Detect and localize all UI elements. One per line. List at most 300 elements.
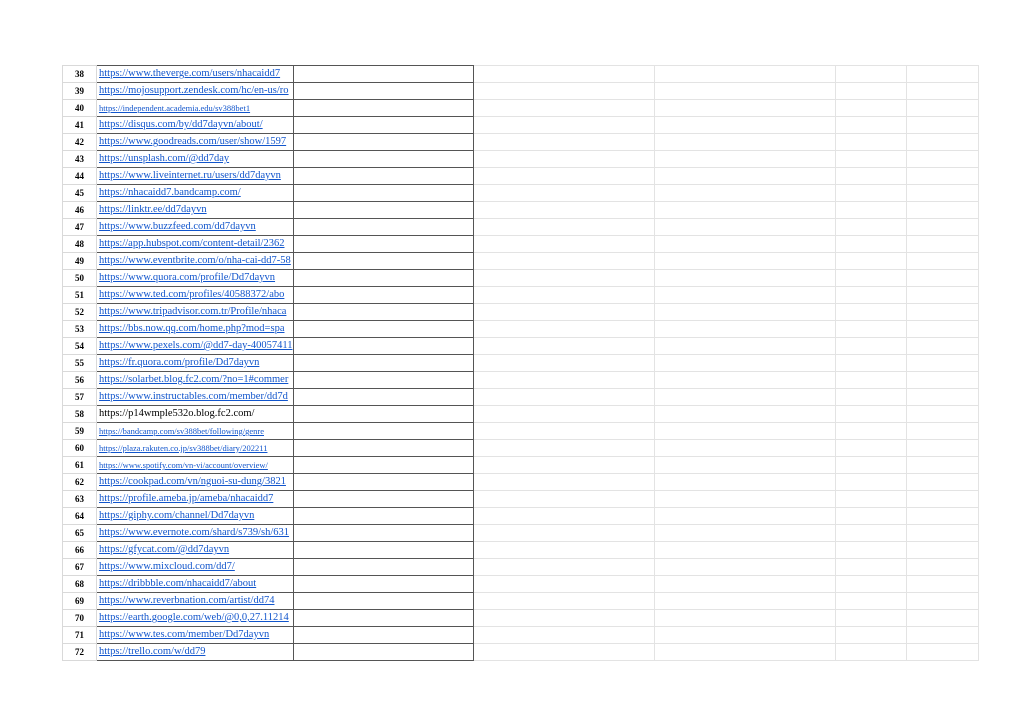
empty-cell[interactable] [906, 474, 978, 491]
table-row [63, 542, 979, 559]
row-number: 63 [63, 491, 97, 508]
url-link[interactable]: https://cookpad.com/vn/nguoi-su-dung/3821 [99, 476, 286, 487]
empty-cell[interactable] [654, 457, 835, 474]
row-number: 52 [63, 304, 97, 321]
url-link[interactable]: https://bbs.now.qq.com/home.php?mod=spa [99, 323, 285, 334]
empty-cell[interactable] [835, 406, 906, 423]
empty-cell[interactable] [906, 117, 978, 134]
table-row [63, 593, 979, 610]
empty-cell[interactable] [835, 372, 906, 389]
empty-cell[interactable] [906, 491, 978, 508]
url-link[interactable]: https://disqus.com/by/dd7dayvn/about/ [99, 119, 263, 130]
url-cell[interactable] [97, 83, 294, 100]
empty-cell[interactable] [473, 219, 654, 236]
empty-cell[interactable] [835, 457, 906, 474]
url-link[interactable]: https://www.evernote.com/shard/s739/sh/631 [99, 527, 290, 538]
empty-cell[interactable] [654, 423, 835, 440]
empty-cell[interactable] [293, 559, 473, 576]
url-cell[interactable] [97, 508, 294, 525]
empty-cell[interactable] [906, 440, 978, 457]
empty-cell[interactable] [906, 168, 978, 185]
empty-cell[interactable] [293, 644, 473, 661]
table-row [63, 525, 979, 542]
empty-cell[interactable] [654, 440, 835, 457]
url-link[interactable]: https://www.ted.com/profiles/40588372/abo [99, 289, 285, 300]
empty-cell[interactable] [906, 287, 978, 304]
row-number: 48 [63, 236, 97, 253]
url-link[interactable]: https://www.reverbnation.com/artist/dd74 [99, 595, 275, 606]
url-link[interactable]: https://nhacaidd7.bandcamp.com/ [99, 187, 241, 198]
empty-cell[interactable] [473, 525, 654, 542]
empty-cell[interactable] [293, 134, 473, 151]
empty-cell[interactable] [906, 406, 978, 423]
empty-cell[interactable] [906, 576, 978, 593]
empty-cell[interactable] [906, 644, 978, 661]
table-row [63, 270, 979, 287]
row-number: 65 [63, 525, 97, 542]
table-row [63, 576, 979, 593]
row-number: 57 [63, 389, 97, 406]
empty-cell[interactable] [293, 100, 473, 117]
empty-cell[interactable] [473, 338, 654, 355]
empty-cell[interactable] [473, 134, 654, 151]
empty-cell[interactable] [906, 338, 978, 355]
empty-cell[interactable] [293, 338, 473, 355]
row-number: 50 [63, 270, 97, 287]
url-link[interactable]: https://mojosupport.zendesk.com/hc/en-us/ro [99, 85, 289, 96]
row-number: 38 [63, 66, 97, 83]
empty-cell[interactable] [293, 321, 473, 338]
empty-cell[interactable] [835, 219, 906, 236]
empty-cell[interactable] [835, 525, 906, 542]
empty-cell[interactable] [835, 151, 906, 168]
empty-cell[interactable] [906, 525, 978, 542]
table-row [63, 389, 979, 406]
url-link[interactable]: https://profile.ameba.jp/ameba/nhacaidd7 [99, 493, 274, 504]
empty-cell[interactable] [654, 389, 835, 406]
url-cell[interactable] [97, 474, 294, 491]
empty-cell[interactable] [906, 83, 978, 100]
empty-cell[interactable] [293, 610, 473, 627]
empty-cell[interactable] [654, 525, 835, 542]
table-row [63, 440, 979, 457]
empty-cell[interactable] [293, 491, 473, 508]
empty-cell[interactable] [654, 83, 835, 100]
row-number: 54 [63, 338, 97, 355]
url-link[interactable]: https://www.liveinternet.ru/users/dd7dayvn [99, 170, 281, 181]
empty-cell[interactable] [654, 542, 835, 559]
empty-cell[interactable] [293, 474, 473, 491]
empty-cell[interactable] [654, 576, 835, 593]
empty-cell[interactable] [293, 372, 473, 389]
empty-cell[interactable] [654, 202, 835, 219]
empty-cell[interactable] [654, 559, 835, 576]
url-link[interactable]: https://unsplash.com/@dd7day [99, 153, 230, 164]
empty-cell[interactable] [293, 83, 473, 100]
table-row [63, 219, 979, 236]
empty-cell[interactable] [654, 508, 835, 525]
url-cell[interactable] [97, 219, 294, 236]
empty-cell[interactable] [906, 389, 978, 406]
row-number: 70 [63, 610, 97, 627]
table-row [63, 321, 979, 338]
empty-cell[interactable] [293, 151, 473, 168]
url-cell[interactable] [97, 236, 294, 253]
row-number: 49 [63, 253, 97, 270]
empty-cell[interactable] [654, 270, 835, 287]
url-cell[interactable] [97, 134, 294, 151]
empty-cell[interactable] [654, 372, 835, 389]
empty-cell[interactable] [293, 270, 473, 287]
table-row [63, 236, 979, 253]
empty-cell[interactable] [473, 559, 654, 576]
url-cell[interactable] [97, 100, 294, 117]
row-number: 39 [63, 83, 97, 100]
url-cell[interactable] [97, 627, 294, 644]
empty-cell[interactable] [293, 423, 473, 440]
row-number: 44 [63, 168, 97, 185]
table-row [63, 491, 979, 508]
empty-cell[interactable] [293, 236, 473, 253]
table-row [63, 457, 979, 474]
url-link[interactable]: https://www.mixcloud.com/dd7/ [99, 561, 235, 572]
empty-cell[interactable] [473, 270, 654, 287]
empty-cell[interactable] [835, 627, 906, 644]
row-number: 58 [63, 406, 97, 423]
empty-cell[interactable] [906, 236, 978, 253]
empty-cell[interactable] [835, 355, 906, 372]
url-link[interactable]: https://trello.com/w/dd79 [99, 646, 206, 657]
url-link[interactable]: https://solarbet.blog.fc2.com/?no=1#commer [99, 374, 289, 385]
url-link[interactable]: https://www.spotify.com/vn-vi/account/overview/ [99, 460, 268, 470]
url-cell[interactable] [97, 491, 294, 508]
url-link[interactable]: https://www.pexels.com/@dd7-day-40057411 [99, 340, 293, 351]
url-link[interactable]: https://p14wmple532o.blog.fc2.com/ [99, 408, 255, 419]
empty-cell[interactable] [654, 168, 835, 185]
url-link[interactable]: https://www.theverge.com/users/nhacaidd7 [99, 68, 281, 79]
empty-cell[interactable] [293, 287, 473, 304]
empty-cell[interactable] [906, 372, 978, 389]
empty-cell[interactable] [473, 66, 654, 83]
row-number: 51 [63, 287, 97, 304]
empty-cell[interactable] [473, 355, 654, 372]
empty-cell[interactable] [906, 321, 978, 338]
empty-cell[interactable] [835, 83, 906, 100]
empty-cell[interactable] [906, 304, 978, 321]
table-row [63, 559, 979, 576]
empty-cell[interactable] [835, 202, 906, 219]
empty-cell[interactable] [906, 66, 978, 83]
url-cell[interactable] [97, 185, 294, 202]
empty-cell[interactable] [835, 185, 906, 202]
empty-cell[interactable] [473, 389, 654, 406]
url-link[interactable]: https://bandcamp.com/sv388bet/following/genre [99, 426, 265, 436]
empty-cell[interactable] [906, 610, 978, 627]
empty-cell[interactable] [654, 287, 835, 304]
empty-cell[interactable] [906, 355, 978, 372]
empty-cell[interactable] [835, 576, 906, 593]
url-cell[interactable] [97, 168, 294, 185]
empty-cell[interactable] [835, 134, 906, 151]
empty-cell[interactable] [473, 304, 654, 321]
empty-cell[interactable] [835, 610, 906, 627]
empty-cell[interactable] [835, 304, 906, 321]
table-row [63, 151, 979, 168]
empty-cell[interactable] [293, 525, 473, 542]
url-link[interactable]: https://plaza.rakuten.co.jp/sv388bet/diary/202211 [99, 443, 268, 453]
empty-cell[interactable] [906, 151, 978, 168]
empty-cell[interactable] [473, 236, 654, 253]
url-cell[interactable] [97, 644, 294, 661]
empty-cell[interactable] [835, 270, 906, 287]
empty-cell[interactable] [473, 474, 654, 491]
empty-cell[interactable] [835, 338, 906, 355]
empty-cell[interactable] [906, 423, 978, 440]
empty-cell[interactable] [473, 202, 654, 219]
empty-cell[interactable] [293, 185, 473, 202]
url-cell[interactable] [97, 287, 294, 304]
empty-cell[interactable] [835, 542, 906, 559]
url-cell[interactable] [97, 202, 294, 219]
empty-cell[interactable] [654, 253, 835, 270]
empty-cell[interactable] [654, 151, 835, 168]
url-cell[interactable] [97, 253, 294, 270]
empty-cell[interactable] [293, 593, 473, 610]
url-cell[interactable] [97, 542, 294, 559]
empty-cell[interactable] [906, 100, 978, 117]
empty-cell[interactable] [835, 100, 906, 117]
row-number: 71 [63, 627, 97, 644]
empty-cell[interactable] [835, 66, 906, 83]
empty-cell[interactable] [906, 457, 978, 474]
empty-cell[interactable] [835, 168, 906, 185]
url-link[interactable]: https://www.eventbrite.com/o/nha-cai-dd7-58 [99, 255, 291, 266]
empty-cell[interactable] [473, 151, 654, 168]
empty-cell[interactable] [473, 440, 654, 457]
empty-cell[interactable] [654, 117, 835, 134]
url-link[interactable]: https://gfycat.com/@dd7dayvn [99, 544, 230, 555]
table-row [63, 474, 979, 491]
url-link[interactable]: https://app.hubspot.com/content-detail/2362 [99, 238, 285, 249]
empty-cell[interactable] [654, 644, 835, 661]
empty-cell[interactable] [654, 610, 835, 627]
table-row [63, 508, 979, 525]
url-cell[interactable] [97, 304, 294, 321]
empty-cell[interactable] [906, 219, 978, 236]
empty-cell[interactable] [473, 423, 654, 440]
url-cell[interactable] [97, 576, 294, 593]
empty-cell[interactable] [654, 134, 835, 151]
empty-cell[interactable] [473, 168, 654, 185]
url-link[interactable]: https://fr.quora.com/profile/Dd7dayvn [99, 357, 260, 368]
url-cell[interactable] [97, 117, 294, 134]
empty-cell[interactable] [835, 491, 906, 508]
table-row [63, 168, 979, 185]
url-cell[interactable] [97, 270, 294, 287]
empty-cell[interactable] [654, 219, 835, 236]
empty-cell[interactable] [473, 457, 654, 474]
empty-cell[interactable] [906, 627, 978, 644]
table-row [63, 372, 979, 389]
empty-cell[interactable] [293, 117, 473, 134]
empty-cell[interactable] [293, 202, 473, 219]
empty-cell[interactable] [473, 253, 654, 270]
row-number: 46 [63, 202, 97, 219]
empty-cell[interactable] [906, 185, 978, 202]
empty-cell[interactable] [473, 610, 654, 627]
table-row [63, 202, 979, 219]
empty-cell[interactable] [293, 355, 473, 372]
empty-cell[interactable] [654, 406, 835, 423]
table-row [63, 644, 979, 661]
url-link[interactable]: https://www.instructables.com/member/dd7d [99, 391, 288, 402]
empty-cell[interactable] [293, 627, 473, 644]
empty-cell[interactable] [654, 304, 835, 321]
url-cell[interactable] [97, 457, 294, 474]
row-number: 43 [63, 151, 97, 168]
empty-cell[interactable] [906, 253, 978, 270]
url-link[interactable]: https://www.buzzfeed.com/dd7dayvn [99, 221, 256, 232]
row-number: 68 [63, 576, 97, 593]
empty-cell[interactable] [473, 491, 654, 508]
empty-cell[interactable] [473, 100, 654, 117]
url-cell[interactable] [97, 372, 294, 389]
empty-cell[interactable] [654, 66, 835, 83]
empty-cell[interactable] [473, 321, 654, 338]
url-cell[interactable] [97, 423, 294, 440]
url-link[interactable]: https://dribbble.com/nhacaidd7/about [99, 578, 257, 589]
empty-cell[interactable] [906, 542, 978, 559]
table-row [63, 406, 979, 423]
empty-cell[interactable] [293, 304, 473, 321]
empty-cell[interactable] [835, 389, 906, 406]
empty-cell[interactable] [293, 508, 473, 525]
empty-cell[interactable] [473, 593, 654, 610]
empty-cell[interactable] [473, 508, 654, 525]
empty-cell[interactable] [835, 423, 906, 440]
empty-cell[interactable] [473, 406, 654, 423]
empty-cell[interactable] [293, 219, 473, 236]
empty-cell[interactable] [654, 474, 835, 491]
empty-cell[interactable] [473, 644, 654, 661]
url-cell[interactable] [97, 525, 294, 542]
empty-cell[interactable] [473, 287, 654, 304]
empty-cell[interactable] [473, 372, 654, 389]
empty-cell[interactable] [906, 593, 978, 610]
spreadsheet-table [62, 65, 979, 661]
empty-cell[interactable] [906, 270, 978, 287]
empty-cell[interactable] [293, 66, 473, 83]
url-link[interactable]: https://www.tes.com/member/Dd7dayvn [99, 629, 270, 640]
table-row [63, 66, 979, 83]
url-cell[interactable] [97, 440, 294, 457]
url-link[interactable]: https://giphy.com/channel/Dd7dayvn [99, 510, 255, 521]
row-number: 59 [63, 423, 97, 440]
empty-cell[interactable] [293, 576, 473, 593]
empty-cell[interactable] [835, 474, 906, 491]
url-link[interactable]: https://independent.academia.edu/sv388bet1 [99, 103, 251, 113]
empty-cell[interactable] [835, 287, 906, 304]
empty-cell[interactable] [293, 406, 473, 423]
empty-cell[interactable] [473, 627, 654, 644]
empty-cell[interactable] [654, 627, 835, 644]
url-link[interactable]: https://www.tripadvisor.com.tr/Profile/nhaca [99, 306, 287, 317]
row-number: 47 [63, 219, 97, 236]
url-cell[interactable] [97, 593, 294, 610]
empty-cell[interactable] [654, 236, 835, 253]
empty-cell[interactable] [835, 559, 906, 576]
empty-cell[interactable] [835, 508, 906, 525]
url-cell[interactable] [97, 610, 294, 627]
empty-cell[interactable] [473, 185, 654, 202]
empty-cell[interactable] [654, 593, 835, 610]
empty-cell[interactable] [835, 321, 906, 338]
table-row [63, 117, 979, 134]
empty-cell[interactable] [906, 508, 978, 525]
empty-cell[interactable] [293, 389, 473, 406]
row-number: 60 [63, 440, 97, 457]
empty-cell[interactable] [654, 321, 835, 338]
empty-cell[interactable] [654, 185, 835, 202]
empty-cell[interactable] [654, 338, 835, 355]
empty-cell[interactable] [473, 542, 654, 559]
empty-cell[interactable] [906, 559, 978, 576]
table-row [63, 134, 979, 151]
url-cell[interactable] [97, 389, 294, 406]
row-number: 41 [63, 117, 97, 134]
empty-cell[interactable] [473, 117, 654, 134]
url-cell[interactable] [97, 151, 294, 168]
url-cell[interactable] [97, 355, 294, 372]
empty-cell[interactable] [835, 593, 906, 610]
url-cell[interactable] [97, 406, 294, 423]
url-cell[interactable] [97, 66, 294, 83]
empty-cell[interactable] [835, 253, 906, 270]
empty-cell[interactable] [906, 134, 978, 151]
row-number: 67 [63, 559, 97, 576]
url-link[interactable]: https://earth.google.com/web/@0,0,27.11214 [99, 612, 289, 623]
url-cell[interactable] [97, 338, 294, 355]
table-row [63, 100, 979, 117]
empty-cell[interactable] [654, 355, 835, 372]
empty-cell[interactable] [835, 644, 906, 661]
empty-cell[interactable] [293, 253, 473, 270]
url-cell[interactable] [97, 559, 294, 576]
empty-cell[interactable] [835, 440, 906, 457]
row-number: 69 [63, 593, 97, 610]
empty-cell[interactable] [293, 440, 473, 457]
url-cell[interactable] [97, 321, 294, 338]
empty-cell[interactable] [906, 202, 978, 219]
empty-cell[interactable] [473, 576, 654, 593]
empty-cell[interactable] [654, 100, 835, 117]
table-row [63, 304, 979, 321]
table-row [63, 83, 979, 100]
row-number: 66 [63, 542, 97, 559]
empty-cell[interactable] [835, 236, 906, 253]
empty-cell[interactable] [293, 168, 473, 185]
table-row [63, 610, 979, 627]
empty-cell[interactable] [293, 457, 473, 474]
url-link[interactable]: https://www.quora.com/profile/Dd7dayvn [99, 272, 276, 283]
empty-cell[interactable] [473, 83, 654, 100]
url-link[interactable]: https://www.goodreads.com/user/show/1597 [99, 136, 287, 147]
empty-cell[interactable] [654, 491, 835, 508]
url-link[interactable]: https://linktr.ee/dd7dayvn [99, 204, 207, 215]
empty-cell[interactable] [835, 117, 906, 134]
empty-cell[interactable] [293, 542, 473, 559]
table-row [63, 253, 979, 270]
